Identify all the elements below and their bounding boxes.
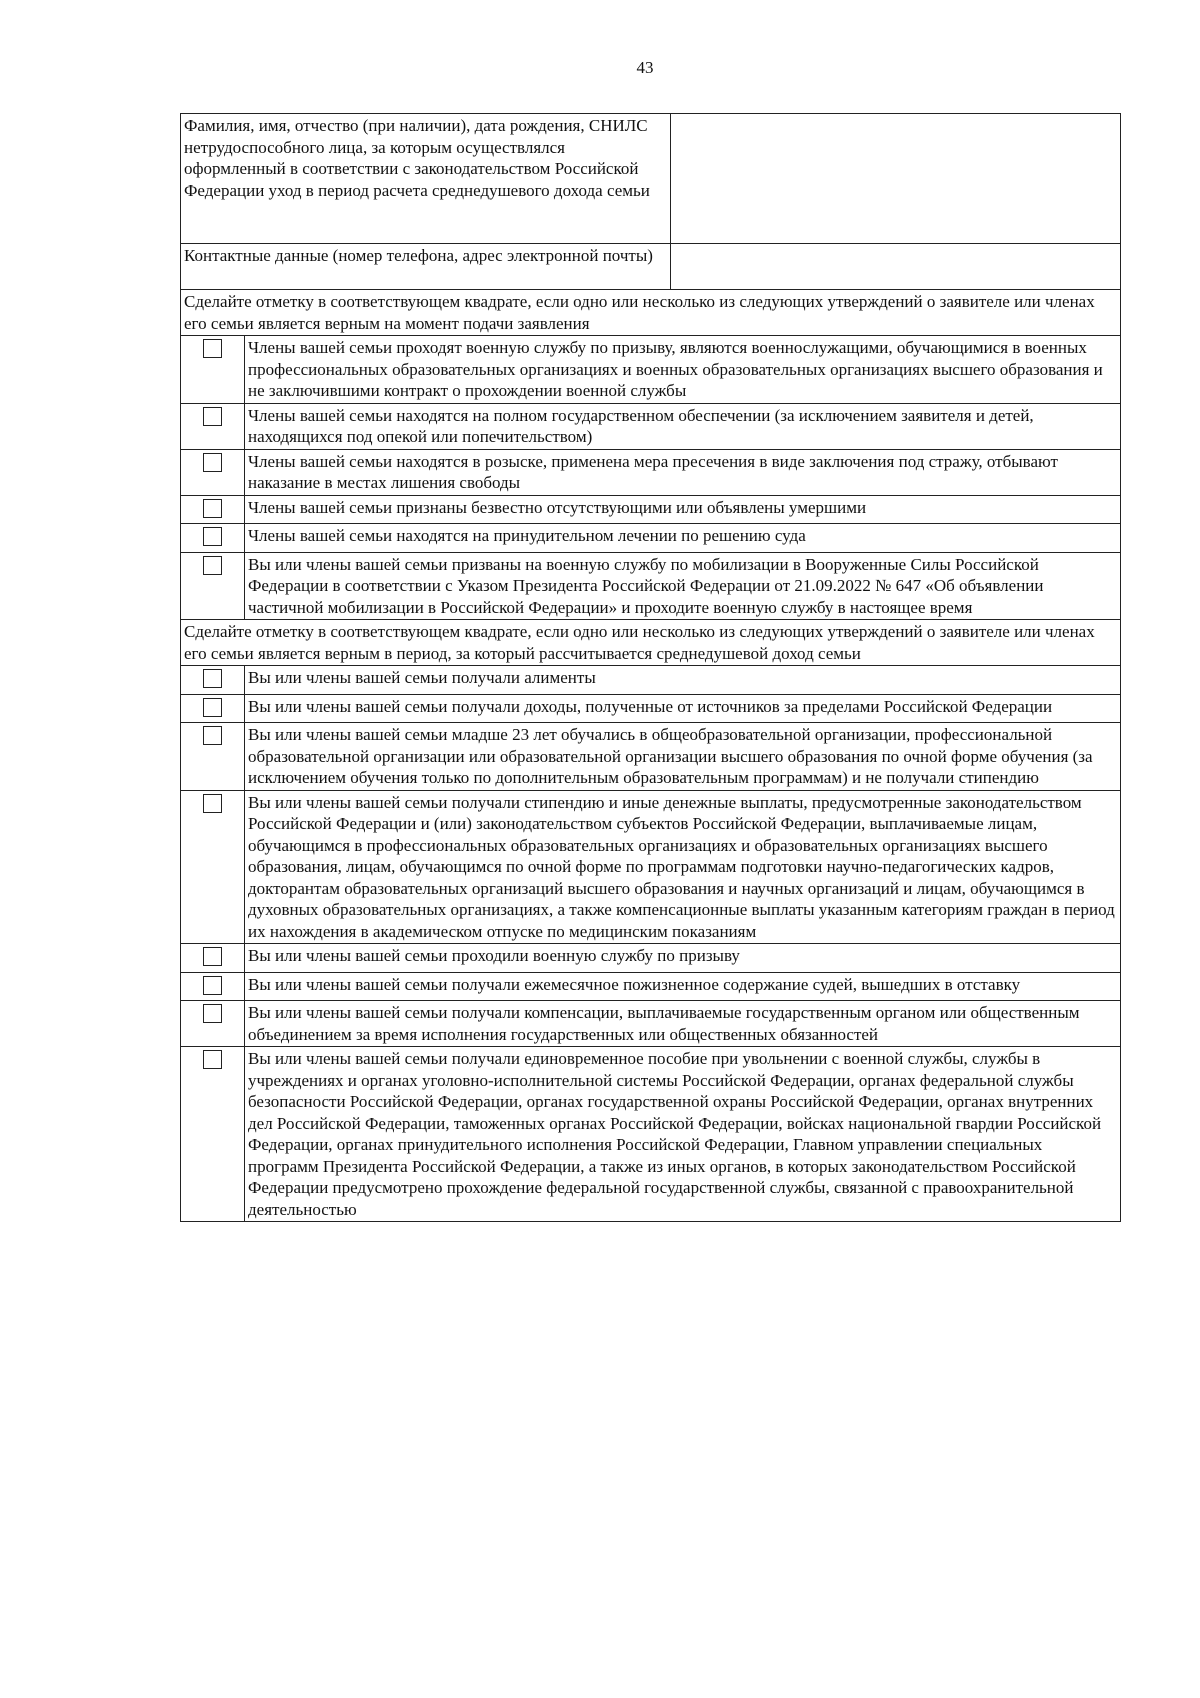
field-input-caregiver[interactable]	[671, 114, 1121, 244]
section2-item-4: Вы или члены вашей семьи получали стипендию и иные денежные выплаты, предусмотренные законодательством Российской Федерации и (или) законодательством субъектов Российской Федерации, выплачиваемые лицам, обучающимся в профессиональных образовательных организациях и образовательных организациях высшего образования, лицам, обучающимся по очной форме по программам подготовки научно-педагогических кадров, докторантам образовательных организаций высшего образования и научных организаций и лицам, обучающимся в духовных образовательных организациях, а также компенсационные выплаты указанным категориям граждан в период их нахождения в академическом отпуске по медицинским показаниям	[245, 790, 1121, 944]
section2-checkbox-2[interactable]	[203, 698, 222, 717]
section1-header-row	[181, 290, 1121, 336]
section2-header-row	[181, 620, 1121, 666]
section1-item-5: Члены вашей семьи находятся на принудительном лечении по решению суда	[245, 524, 1121, 553]
section1-item-1: Члены вашей семьи проходят военную службу по призыву, являются военнослужащими, обучающимися в военных профессиональных образовательных организациях и военных образовательных организациях высшего образования и не заключившими контракт о прохождении военной службы	[245, 336, 1121, 404]
section2-item-row	[181, 666, 1121, 695]
section2-checkbox-8[interactable]	[203, 1050, 222, 1069]
section2-item-row	[181, 694, 1121, 723]
section1-item-row	[181, 552, 1121, 620]
section1-item-row	[181, 495, 1121, 524]
field-row-caregiver	[181, 114, 1121, 244]
section2-checkbox-1[interactable]	[203, 669, 222, 688]
section2-header: Сделайте отметку в соответствующем квадрате, если одно или несколько из следующих утверждений о заявителе или членах его семьи является верным в период, за который рассчитывается среднедушевой доход семьи	[181, 620, 1121, 666]
section2-item-row	[181, 1001, 1121, 1047]
section2-item-1: Вы или члены вашей семьи получали алименты	[245, 666, 1121, 695]
section2-item-8: Вы или члены вашей семьи получали единовременное пособие при увольнении с военной службы, службы в учреждениях и органах уголовно-исполнительной системы Российской Федерации, органах федеральной службы безопасности Российской Федерации, органах государственной охраны Российской Федерации, органах внутренних дел Российской Федерации, таможенных органах Российской Федерации, войсках национальной гвардии Российской Федерации, органах принудительного исполнения Российской Федерации, Главном управлении специальных программ Президента Российской Федерации, а также из иных органов, в которых законодательством Российской Федерации предусмотрено прохождение федеральной государственной службы, связанной с правоохранительной деятельностью	[245, 1047, 1121, 1222]
field-row-contacts	[181, 244, 1121, 290]
section2-checkbox-4[interactable]	[203, 794, 222, 813]
section1-item-row	[181, 336, 1121, 404]
field-label-contacts: Контактные данные (номер телефона, адрес электронной почты)	[181, 244, 671, 290]
section1-checkbox-1[interactable]	[203, 339, 222, 358]
section2-checkbox-6[interactable]	[203, 976, 222, 995]
section2-item-7: Вы или члены вашей семьи получали компенсации, выплачиваемые государственным органом или общественным объединением за время исполнения государственных или общественных обязанностей	[245, 1001, 1121, 1047]
section1-item-row	[181, 524, 1121, 553]
section2-item-row	[181, 723, 1121, 791]
section1-item-4: Члены вашей семьи признаны безвестно отсутствующими или объявлены умершими	[245, 495, 1121, 524]
section2-checkbox-7[interactable]	[203, 1004, 222, 1023]
field-input-contacts[interactable]	[671, 244, 1121, 290]
section2-item-row	[181, 1047, 1121, 1222]
section1-checkbox-5[interactable]	[203, 527, 222, 546]
section1-item-row	[181, 403, 1121, 449]
section2-item-5: Вы или члены вашей семьи проходили военную службу по призыву	[245, 944, 1121, 973]
section1-checkbox-6[interactable]	[203, 556, 222, 575]
section1-header: Сделайте отметку в соответствующем квадрате, если одно или несколько из следующих утверждений о заявителе или членах его семьи является верным на момент подачи заявления	[181, 290, 1121, 336]
section2-item-row	[181, 944, 1121, 973]
section2-checkbox-5[interactable]	[203, 947, 222, 966]
section1-item-2: Члены вашей семьи находятся на полном государственном обеспечении (за исключением заявителя и детей, находящихся под опекой или попечительством)	[245, 403, 1121, 449]
section1-item-3: Члены вашей семьи находятся в розыске, применена мера пресечения в виде заключения под стражу, отбывают наказание в местах лишения свободы	[245, 449, 1121, 495]
section2-item-row	[181, 972, 1121, 1001]
section1-item-6: Вы или члены вашей семьи призваны на военную службу по мобилизации в Вооруженные Силы Российской Федерации в соответствии с Указом Президента Российской Федерации от 21.09.2022 № 647 «Об объявлении частичной мобилизации в Российской Федерации» и проходите военную службу в настоящее время	[245, 552, 1121, 620]
section2-checkbox-3[interactable]	[203, 726, 222, 745]
section1-checkbox-3[interactable]	[203, 453, 222, 472]
section2-item-3: Вы или члены вашей семьи младше 23 лет обучались в общеобразовательной организации, профессиональной образовательной организации или образовательной организации высшего образования по очной форме обучения (за исключением обучения только по дополнительным образовательным программам) и не получали стипендию	[245, 723, 1121, 791]
section1-checkbox-4[interactable]	[203, 499, 222, 518]
section2-item-6: Вы или члены вашей семьи получали ежемесячное пожизненное содержание судей, вышедших в отставку	[245, 972, 1121, 1001]
section1-checkbox-2[interactable]	[203, 407, 222, 426]
section2-item-row	[181, 790, 1121, 944]
page-number: 43	[636, 58, 654, 77]
field-label-caregiver: Фамилия, имя, отчество (при наличии), дата рождения, СНИЛС нетрудоспособного лица, за которым осуществлялся оформленный в соответствии с законодательством Российской Федерации уход в период расчета среднедушевого дохода семьи	[181, 114, 671, 244]
application-form-table	[180, 113, 1121, 1222]
section1-item-row	[181, 449, 1121, 495]
section2-item-2: Вы или члены вашей семьи получали доходы, полученные от источников за пределами Российской Федерации	[245, 694, 1121, 723]
